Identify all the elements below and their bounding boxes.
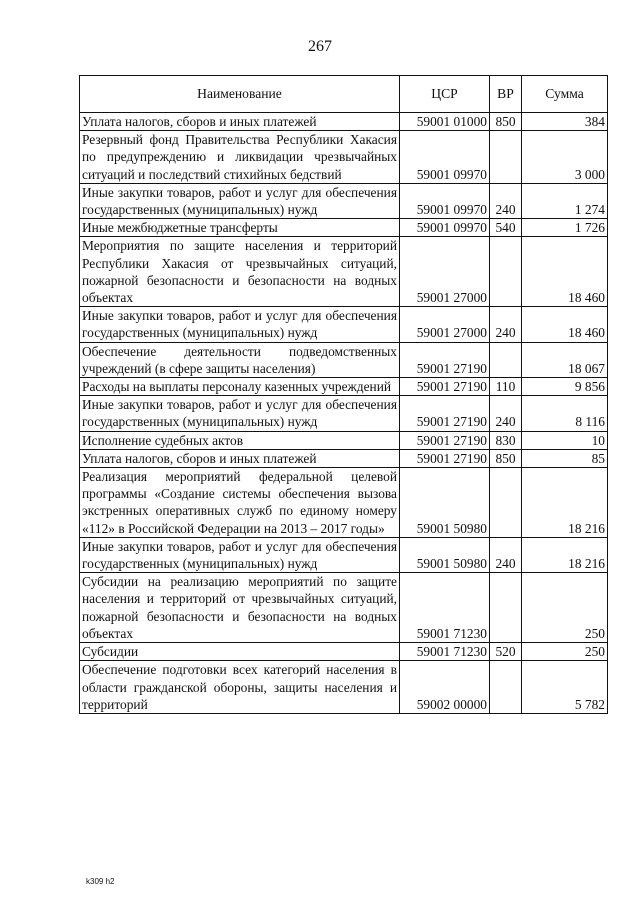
csr-cell: 59001 27190: [400, 449, 490, 467]
sum-cell: 18 216: [522, 537, 608, 572]
table-row: [80, 396, 608, 431]
header-vr: ВР: [490, 76, 522, 113]
name-cell: Субсидии на реализацию мероприятий по защите населения и территорий от чрезвычайных ситуаций, пожарной безопасности и безопасности на водных объектах: [80, 573, 400, 643]
vr-cell: 850: [490, 449, 522, 467]
sum-cell: 384: [522, 113, 608, 131]
name-cell: Иные закупки товаров, работ и услуг для обеспечения государственных (муниципальных) нужд: [80, 537, 400, 572]
name-cell: Расходы на выплаты персоналу казенных учреждений: [80, 378, 400, 396]
csr-cell: 59001 50980: [400, 468, 490, 538]
name-cell: Субсидии: [80, 643, 400, 661]
sum-cell: 9 856: [522, 378, 608, 396]
csr-cell: 59001 27000: [400, 307, 490, 342]
name-cell: Иные закупки товаров, работ и услуг для обеспечения государственных (муниципальных) нужд: [80, 183, 400, 218]
vr-cell: 110: [490, 378, 522, 396]
csr-cell: 59001 27190: [400, 396, 490, 431]
page-number: 267: [308, 38, 332, 55]
sum-cell: 85: [522, 449, 608, 467]
vr-cell: 240: [490, 537, 522, 572]
vr-cell: [490, 342, 522, 377]
table-row: [80, 183, 608, 218]
sum-cell: 8 116: [522, 396, 608, 431]
sum-cell: 10: [522, 431, 608, 449]
vr-cell: [490, 661, 522, 714]
name-cell: Иные закупки товаров, работ и услуг для обеспечения государственных (муниципальных) нужд: [80, 307, 400, 342]
vr-cell: 240: [490, 307, 522, 342]
name-cell: Уплата налогов, сборов и иных платежей: [80, 449, 400, 467]
table-row: [80, 468, 608, 538]
vr-cell: [490, 237, 522, 307]
vr-cell: 540: [490, 219, 522, 237]
sum-cell: 1 726: [522, 219, 608, 237]
name-cell: Исполнение судебных актов: [80, 431, 400, 449]
sum-cell: 18 460: [522, 237, 608, 307]
name-cell: Реализация мероприятий федеральной целевой программы «Создание системы обеспечения вызова экстренных оперативных служб по единому номеру «112» в Российской Федерации на 2013 – 2017 годы»: [80, 468, 400, 538]
sum-cell: 18 067: [522, 342, 608, 377]
sum-cell: 250: [522, 573, 608, 643]
vr-cell: 830: [490, 431, 522, 449]
header-sum: Сумма: [522, 76, 608, 113]
table-row: [80, 643, 608, 661]
vr-cell: 850: [490, 113, 522, 131]
sum-cell: 250: [522, 643, 608, 661]
sum-cell: 1 274: [522, 183, 608, 218]
table-row: [80, 449, 608, 467]
csr-cell: 59001 27000: [400, 237, 490, 307]
vr-cell: 240: [490, 183, 522, 218]
header-name: Наименование: [80, 76, 400, 113]
table-row: [80, 131, 608, 184]
header-csr: ЦСР: [400, 76, 490, 113]
table-header-row: [80, 76, 608, 113]
table-row: [80, 378, 608, 396]
name-cell: Иные закупки товаров, работ и услуг для обеспечения государственных (муниципальных) нужд: [80, 396, 400, 431]
name-cell: Мероприятия по защите населения и территорий Республики Хакасия от чрезвычайных ситуаций, пожарной безопасности и безопасности на водных объектах: [80, 237, 400, 307]
csr-cell: 59001 09970: [400, 183, 490, 218]
csr-cell: 59001 27190: [400, 342, 490, 377]
name-cell: Иные межбюджетные трансферты: [80, 219, 400, 237]
vr-cell: [490, 131, 522, 184]
csr-cell: 59001 71230: [400, 643, 490, 661]
footer-code: k309 h2: [86, 877, 115, 886]
vr-cell: 240: [490, 396, 522, 431]
csr-cell: 59001 09970: [400, 219, 490, 237]
csr-cell: 59001 09970: [400, 131, 490, 184]
csr-cell: 59001 71230: [400, 573, 490, 643]
budget-table: [79, 75, 608, 714]
csr-cell: 59001 01000: [400, 113, 490, 131]
name-cell: Обеспечение деятельности подведомственных учреждений (в сфере защиты населения): [80, 342, 400, 377]
table-row: [80, 237, 608, 307]
table-row: [80, 219, 608, 237]
vr-cell: [490, 468, 522, 538]
sum-cell: 3 000: [522, 131, 608, 184]
csr-cell: 59002 00000: [400, 661, 490, 714]
table-row: [80, 113, 608, 131]
table-body: [80, 113, 608, 714]
table-row: [80, 573, 608, 643]
sum-cell: 5 782: [522, 661, 608, 714]
csr-cell: 59001 27190: [400, 431, 490, 449]
csr-cell: 59001 50980: [400, 537, 490, 572]
sum-cell: 18 460: [522, 307, 608, 342]
name-cell: Резервный фонд Правительства Республики Хакасия по предупреждению и ликвидации чрезвычайных ситуаций и последствий стихийных бедствий: [80, 131, 400, 184]
csr-cell: 59001 27190: [400, 378, 490, 396]
name-cell: Уплата налогов, сборов и иных платежей: [80, 113, 400, 131]
sum-cell: 18 216: [522, 468, 608, 538]
table-row: [80, 307, 608, 342]
table-row: [80, 537, 608, 572]
table-row: [80, 661, 608, 714]
table-row: [80, 342, 608, 377]
name-cell: Обеспечение подготовки всех категорий населения в области гражданской обороны, защиты населения и территорий: [80, 661, 400, 714]
table-row: [80, 431, 608, 449]
vr-cell: [490, 573, 522, 643]
vr-cell: 520: [490, 643, 522, 661]
